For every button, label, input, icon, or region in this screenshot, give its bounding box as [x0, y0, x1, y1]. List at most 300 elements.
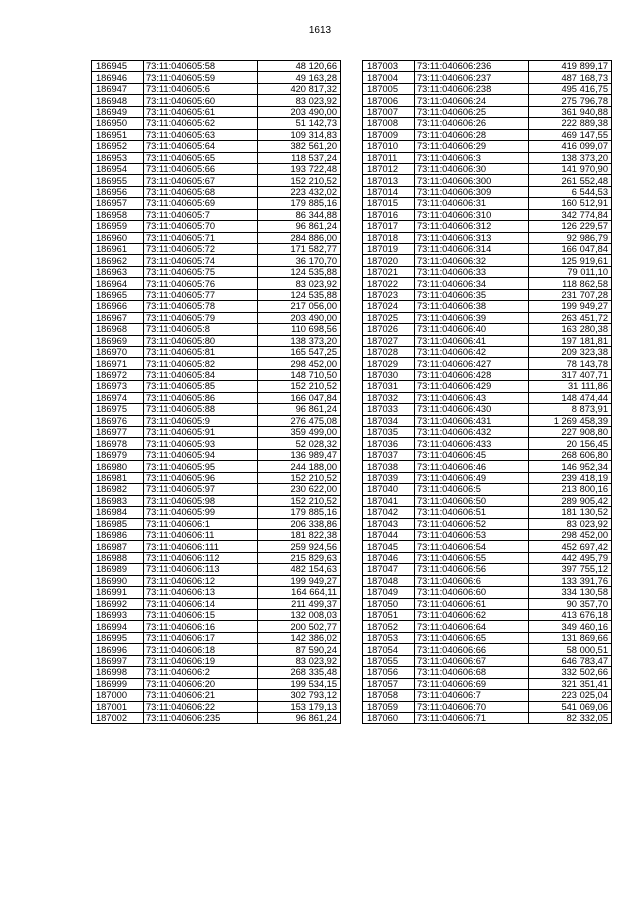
table-row: [363, 186, 612, 197]
table-row: [363, 346, 612, 357]
value-cell: 349 460,16: [529, 621, 612, 632]
value-cell: 334 130,58: [529, 587, 612, 598]
record-number-cell: 187044: [363, 529, 415, 540]
table-row: [92, 244, 341, 255]
record-number-cell: 186946: [92, 72, 144, 83]
cadastral-number-cell: 73:11:040605:8: [144, 324, 258, 335]
value-cell: 203 490,00: [258, 106, 341, 117]
table-row: [92, 427, 341, 438]
table-row: [92, 621, 341, 632]
cadastral-number-cell: 73:11:040606:6: [415, 575, 529, 586]
table-row: [92, 404, 341, 415]
record-number-cell: 186957: [92, 198, 144, 209]
record-number-cell: 186949: [92, 106, 144, 117]
value-cell: 442 495,79: [529, 552, 612, 563]
value-cell: 452 697,42: [529, 541, 612, 552]
value-cell: 142 386,02: [258, 632, 341, 643]
table-row: [92, 678, 341, 689]
value-cell: 171 582,77: [258, 244, 341, 255]
table-row: [92, 83, 341, 94]
value-cell: 31 111,86: [529, 381, 612, 392]
record-number-cell: 187028: [363, 346, 415, 357]
table-row: [363, 175, 612, 186]
record-number-cell: 186956: [92, 186, 144, 197]
value-cell: 152 210,52: [258, 495, 341, 506]
record-number-cell: 186995: [92, 632, 144, 643]
record-number-cell: 187054: [363, 644, 415, 655]
table-row: [92, 438, 341, 449]
table-row: [363, 587, 612, 598]
table-row: [363, 610, 612, 621]
cadastral-number-cell: 73:11:040606:32: [415, 255, 529, 266]
record-number-cell: 187052: [363, 621, 415, 632]
record-number-cell: 186998: [92, 667, 144, 678]
value-cell: 141 970,90: [529, 163, 612, 174]
record-number-cell: 187002: [92, 712, 144, 723]
record-number-cell: 187029: [363, 358, 415, 369]
value-cell: 302 793,12: [258, 690, 341, 701]
value-cell: 382 561,20: [258, 141, 341, 152]
cadastral-number-cell: 73:11:040606:13: [144, 587, 258, 598]
record-number-cell: 187014: [363, 186, 415, 197]
cadastral-number-cell: 73:11:040606:235: [144, 712, 258, 723]
record-number-cell: 187038: [363, 461, 415, 472]
table-row: [363, 438, 612, 449]
table-row: [92, 690, 341, 701]
value-cell: 199 534,15: [258, 678, 341, 689]
cadastral-number-cell: 73:11:040606:112: [144, 552, 258, 563]
record-number-cell: 187058: [363, 690, 415, 701]
cadastral-number-cell: 73:11:040606:22: [144, 701, 258, 712]
cadastral-number-cell: 73:11:040606:237: [415, 72, 529, 83]
value-cell: 359 499,00: [258, 427, 341, 438]
table-row: [363, 278, 612, 289]
table-row: [92, 701, 341, 712]
record-number-cell: 187050: [363, 598, 415, 609]
record-number-cell: 186975: [92, 404, 144, 415]
table-row: [363, 255, 612, 266]
cadastral-number-cell: 73:11:040606:30: [415, 163, 529, 174]
record-number-cell: 186985: [92, 518, 144, 529]
value-cell: 86 344,88: [258, 209, 341, 220]
value-cell: 166 047,84: [529, 244, 612, 255]
value-cell: 164 664,11: [258, 587, 341, 598]
cadastral-number-cell: 73:11:040605:75: [144, 266, 258, 277]
cadastral-number-cell: 73:11:040606:15: [144, 610, 258, 621]
value-cell: 261 552,48: [529, 175, 612, 186]
value-cell: 276 475,08: [258, 415, 341, 426]
cadastral-number-cell: 73:11:040606:28: [415, 129, 529, 140]
cadastral-number-cell: 73:11:040605:69: [144, 198, 258, 209]
table-row: [92, 209, 341, 220]
value-cell: 179 885,16: [258, 507, 341, 518]
cadastral-number-cell: 73:11:040605:63: [144, 129, 258, 140]
table-row: [92, 655, 341, 666]
cadastral-number-cell: 73:11:040606:430: [415, 404, 529, 415]
record-number-cell: 187049: [363, 587, 415, 598]
table-row: [363, 324, 612, 335]
table-row: [363, 415, 612, 426]
cadastral-number-cell: 73:11:040606:45: [415, 449, 529, 460]
cadastral-number-cell: 73:11:040606:14: [144, 598, 258, 609]
record-number-cell: 187006: [363, 95, 415, 106]
cadastral-number-cell: 73:11:040606:43: [415, 392, 529, 403]
record-number-cell: 186997: [92, 655, 144, 666]
record-number-cell: 186961: [92, 244, 144, 255]
table-row: [363, 209, 612, 220]
record-number-cell: 186976: [92, 415, 144, 426]
table-row: [92, 575, 341, 586]
table-row: [363, 152, 612, 163]
cadastral-number-cell: 73:11:040605:94: [144, 449, 258, 460]
value-cell: 79 011,10: [529, 266, 612, 277]
value-cell: 133 391,76: [529, 575, 612, 586]
value-cell: 138 373,20: [258, 335, 341, 346]
table-row: [363, 129, 612, 140]
value-cell: 211 499,37: [258, 598, 341, 609]
cadastral-number-cell: 73:11:040605:84: [144, 369, 258, 380]
record-number-cell: 186990: [92, 575, 144, 586]
register-table-body: [363, 61, 612, 724]
table-row: [92, 518, 341, 529]
table-row: [92, 552, 341, 563]
table-row: [363, 72, 612, 83]
record-number-cell: 187025: [363, 312, 415, 323]
value-cell: 152 210,52: [258, 381, 341, 392]
record-number-cell: 186960: [92, 232, 144, 243]
value-cell: 152 210,52: [258, 175, 341, 186]
record-number-cell: 187036: [363, 438, 415, 449]
cadastral-number-cell: 73:11:040606:12: [144, 575, 258, 586]
cadastral-number-cell: 73:11:040606:5: [415, 484, 529, 495]
value-cell: 152 210,52: [258, 472, 341, 483]
cadastral-number-cell: 73:11:040605:67: [144, 175, 258, 186]
record-number-cell: 187039: [363, 472, 415, 483]
value-cell: 416 099,07: [529, 141, 612, 152]
table-row: [92, 346, 341, 357]
table-row: [92, 472, 341, 483]
value-cell: 58 000,51: [529, 644, 612, 655]
value-cell: 52 028,32: [258, 438, 341, 449]
table-row: [363, 632, 612, 643]
cadastral-number-cell: 73:11:040605:59: [144, 72, 258, 83]
cadastral-number-cell: 73:11:040606:35: [415, 289, 529, 300]
table-row: [92, 392, 341, 403]
table-row: [363, 449, 612, 460]
cadastral-number-cell: 73:11:040606:238: [415, 83, 529, 94]
value-cell: 268 335,48: [258, 667, 341, 678]
value-cell: 209 323,38: [529, 346, 612, 357]
record-number-cell: 187033: [363, 404, 415, 415]
value-cell: 146 952,34: [529, 461, 612, 472]
value-cell: 275 796,78: [529, 95, 612, 106]
value-cell: 48 120,66: [258, 61, 341, 72]
cadastral-number-cell: 73:11:040606:24: [415, 95, 529, 106]
cadastral-number-cell: 73:11:040605:80: [144, 335, 258, 346]
cadastral-number-cell: 73:11:040606:313: [415, 232, 529, 243]
cadastral-number-cell: 73:11:040606:70: [415, 701, 529, 712]
table-row: [363, 472, 612, 483]
table-row: [92, 198, 341, 209]
table-row: [92, 507, 341, 518]
value-cell: 397 755,12: [529, 564, 612, 575]
cadastral-number-cell: 73:11:040606:7: [415, 690, 529, 701]
record-number-cell: 186950: [92, 118, 144, 129]
record-number-cell: 186967: [92, 312, 144, 323]
record-number-cell: 187027: [363, 335, 415, 346]
record-number-cell: 187034: [363, 415, 415, 426]
cadastral-number-cell: 73:11:040606:11: [144, 529, 258, 540]
cadastral-number-cell: 73:11:040605:71: [144, 232, 258, 243]
table-row: [363, 701, 612, 712]
table-row: [363, 678, 612, 689]
record-number-cell: 186980: [92, 461, 144, 472]
value-cell: 361 940,88: [529, 106, 612, 117]
cadastral-number-cell: 73:11:040605:91: [144, 427, 258, 438]
table-row: [92, 335, 341, 346]
value-cell: 110 698,56: [258, 324, 341, 335]
record-number-cell: 186993: [92, 610, 144, 621]
record-number-cell: 186984: [92, 507, 144, 518]
cadastral-number-cell: 73:11:040605:60: [144, 95, 258, 106]
record-number-cell: 187059: [363, 701, 415, 712]
value-cell: 419 899,17: [529, 61, 612, 72]
table-row: [363, 529, 612, 540]
cadastral-number-cell: 73:11:040606:66: [415, 644, 529, 655]
cadastral-number-cell: 73:11:040606:46: [415, 461, 529, 472]
record-number-cell: 187051: [363, 610, 415, 621]
value-cell: 230 622,00: [258, 484, 341, 495]
record-number-cell: 186986: [92, 529, 144, 540]
value-cell: 8 873,91: [529, 404, 612, 415]
cadastral-number-cell: 73:11:040606:54: [415, 541, 529, 552]
table-row: [363, 381, 612, 392]
value-cell: 165 547,25: [258, 346, 341, 357]
record-number-cell: 187055: [363, 655, 415, 666]
cadastral-number-cell: 73:11:040606:50: [415, 495, 529, 506]
table-row: [92, 529, 341, 540]
value-cell: 49 163,28: [258, 72, 341, 83]
value-cell: 200 502,77: [258, 621, 341, 632]
value-cell: 487 168,73: [529, 72, 612, 83]
table-row: [92, 278, 341, 289]
record-number-cell: 187024: [363, 301, 415, 312]
table-row: [92, 415, 341, 426]
table-row: [92, 301, 341, 312]
table-row: [92, 266, 341, 277]
value-cell: 199 949,27: [529, 301, 612, 312]
table-row: [363, 495, 612, 506]
table-row: [92, 186, 341, 197]
record-number-cell: 187046: [363, 552, 415, 563]
page-number: 1613: [308, 25, 332, 36]
table-row: [363, 564, 612, 575]
record-number-cell: 186991: [92, 587, 144, 598]
cadastral-number-cell: 73:11:040606:431: [415, 415, 529, 426]
value-cell: 20 156,45: [529, 438, 612, 449]
record-number-cell: 186973: [92, 381, 144, 392]
record-number-cell: 186951: [92, 129, 144, 140]
record-number-cell: 187010: [363, 141, 415, 152]
cadastral-number-cell: 73:11:040606:49: [415, 472, 529, 483]
value-cell: 118 537,24: [258, 152, 341, 163]
record-number-cell: 187041: [363, 495, 415, 506]
value-cell: 342 774,84: [529, 209, 612, 220]
cadastral-number-cell: 73:11:040606:300: [415, 175, 529, 186]
value-cell: 298 452,00: [258, 358, 341, 369]
cadastral-number-cell: 73:11:040605:58: [144, 61, 258, 72]
cadastral-number-cell: 73:11:040606:427: [415, 358, 529, 369]
cadastral-number-cell: 73:11:040606:20: [144, 678, 258, 689]
cadastral-number-cell: 73:11:040606:31: [415, 198, 529, 209]
value-cell: 90 357,70: [529, 598, 612, 609]
table-row: [92, 587, 341, 598]
table-row: [363, 575, 612, 586]
table-row: [363, 289, 612, 300]
table-row: [92, 449, 341, 460]
value-cell: 193 722,48: [258, 163, 341, 174]
record-number-cell: 187009: [363, 129, 415, 140]
record-number-cell: 187032: [363, 392, 415, 403]
table-row: [92, 175, 341, 186]
cadastral-number-cell: 73:11:040606:56: [415, 564, 529, 575]
value-cell: 179 885,16: [258, 198, 341, 209]
cadastral-number-cell: 73:11:040605:88: [144, 404, 258, 415]
table-row: [363, 644, 612, 655]
table-row: [363, 141, 612, 152]
record-number-cell: 186988: [92, 552, 144, 563]
value-cell: 332 502,66: [529, 667, 612, 678]
value-cell: 96 861,24: [258, 221, 341, 232]
table-row: [92, 632, 341, 643]
value-cell: 153 179,13: [258, 701, 341, 712]
table-row: [92, 95, 341, 106]
value-cell: 125 919,61: [529, 255, 612, 266]
value-cell: 83 023,92: [258, 278, 341, 289]
value-cell: 148 710,50: [258, 369, 341, 380]
record-number-cell: 186978: [92, 438, 144, 449]
cadastral-number-cell: 73:11:040606:17: [144, 632, 258, 643]
record-number-cell: 186996: [92, 644, 144, 655]
cadastral-number-cell: 73:11:040606:432: [415, 427, 529, 438]
table-row: [92, 289, 341, 300]
cadastral-number-cell: 73:11:040606:68: [415, 667, 529, 678]
table-row: [92, 232, 341, 243]
value-cell: 87 590,24: [258, 644, 341, 655]
cadastral-number-cell: 73:11:040605:62: [144, 118, 258, 129]
cadastral-number-cell: 73:11:040606:2: [144, 667, 258, 678]
table-row: [92, 610, 341, 621]
record-number-cell: 187012: [363, 163, 415, 174]
table-row: [363, 712, 612, 723]
record-number-cell: 187008: [363, 118, 415, 129]
table-row: [92, 221, 341, 232]
record-number-cell: 186983: [92, 495, 144, 506]
table-row: [92, 369, 341, 380]
record-number-cell: 187000: [92, 690, 144, 701]
record-number-cell: 186966: [92, 301, 144, 312]
table-row: [92, 312, 341, 323]
table-row: [363, 369, 612, 380]
cadastral-number-cell: 73:11:040605:86: [144, 392, 258, 403]
table-row: [363, 95, 612, 106]
record-number-cell: 186977: [92, 427, 144, 438]
table-row: [92, 667, 341, 678]
record-number-cell: 187056: [363, 667, 415, 678]
value-cell: 321 351,41: [529, 678, 612, 689]
table-row: [92, 141, 341, 152]
cadastral-number-cell: 73:11:040605:64: [144, 141, 258, 152]
cadastral-number-cell: 73:11:040605:66: [144, 163, 258, 174]
table-row: [363, 83, 612, 94]
value-cell: 217 056,00: [258, 301, 341, 312]
cadastral-number-cell: 73:11:040606:62: [415, 610, 529, 621]
record-number-cell: 187017: [363, 221, 415, 232]
cadastral-number-cell: 73:11:040606:40: [415, 324, 529, 335]
table-row: [363, 427, 612, 438]
cadastral-number-cell: 73:11:040606:314: [415, 244, 529, 255]
value-cell: 317 407,71: [529, 369, 612, 380]
cadastral-number-cell: 73:11:040605:81: [144, 346, 258, 357]
value-cell: 1 269 458,39: [529, 415, 612, 426]
value-cell: 244 188,00: [258, 461, 341, 472]
record-number-cell: 187043: [363, 518, 415, 529]
table-row: [363, 404, 612, 415]
cadastral-number-cell: 73:11:040605:95: [144, 461, 258, 472]
cadastral-number-cell: 73:11:040606:29: [415, 141, 529, 152]
table-row: [363, 655, 612, 666]
table-row: [92, 324, 341, 335]
table-row: [363, 335, 612, 346]
value-cell: 36 170,70: [258, 255, 341, 266]
table-row: [363, 358, 612, 369]
record-number-cell: 187019: [363, 244, 415, 255]
record-number-cell: 186968: [92, 324, 144, 335]
table-row: [92, 644, 341, 655]
table-row: [92, 358, 341, 369]
value-cell: 163 280,38: [529, 324, 612, 335]
table-row: [363, 598, 612, 609]
record-number-cell: 186952: [92, 141, 144, 152]
record-number-cell: 187040: [363, 484, 415, 495]
register-table-right: [362, 60, 612, 724]
cadastral-number-cell: 73:11:040606:67: [415, 655, 529, 666]
record-number-cell: 186955: [92, 175, 144, 186]
cadastral-number-cell: 73:11:040605:78: [144, 301, 258, 312]
cadastral-number-cell: 73:11:040606:60: [415, 587, 529, 598]
record-number-cell: 187035: [363, 427, 415, 438]
cadastral-number-cell: 73:11:040606:65: [415, 632, 529, 643]
cadastral-number-cell: 73:11:040606:64: [415, 621, 529, 632]
table-row: [363, 61, 612, 72]
record-number-cell: 187053: [363, 632, 415, 643]
record-number-cell: 187007: [363, 106, 415, 117]
cadastral-number-cell: 73:11:040606:55: [415, 552, 529, 563]
value-cell: 96 861,24: [258, 712, 341, 723]
cadastral-number-cell: 73:11:040606:25: [415, 106, 529, 117]
value-cell: 413 676,18: [529, 610, 612, 621]
record-number-cell: 186979: [92, 449, 144, 460]
table-row: [92, 598, 341, 609]
value-cell: 289 905,42: [529, 495, 612, 506]
value-cell: 203 490,00: [258, 312, 341, 323]
record-number-cell: 186971: [92, 358, 144, 369]
register-table-body: [92, 61, 341, 724]
record-number-cell: 186987: [92, 541, 144, 552]
table-row: [92, 255, 341, 266]
table-row: [363, 163, 612, 174]
table-row: [92, 712, 341, 723]
